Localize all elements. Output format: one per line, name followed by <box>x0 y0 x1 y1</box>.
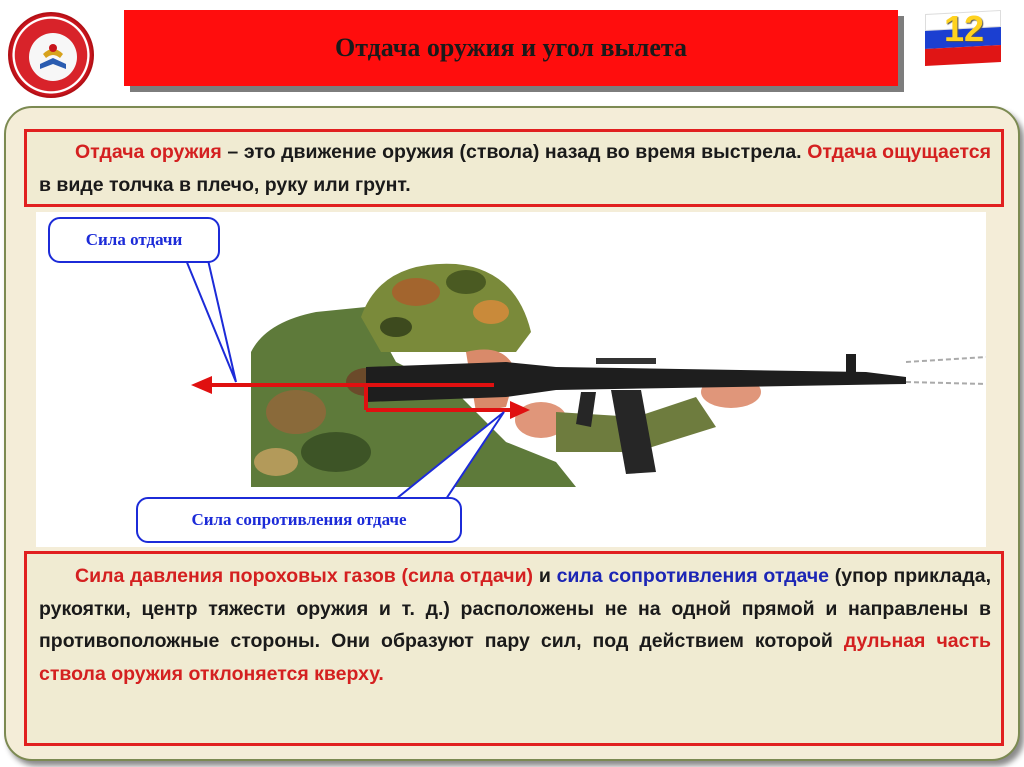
explanation-gas-pressure: Сила давления пороховых газов (сила отдачи) <box>75 565 534 587</box>
callout-resistance-force: Сила сопротивления отдаче <box>136 497 462 543</box>
explanation-conclusion: дульная часть ствола оружия отклоняется кверху. <box>39 630 991 685</box>
definition-term: Отдача оружия <box>75 141 222 163</box>
definition-box <box>24 129 1004 207</box>
definition-text-end: в виде толчка в плечо, руку или грунт. <box>39 174 411 196</box>
callout-recoil-force: Сила отдачи <box>48 217 220 263</box>
explanation-and: и <box>533 565 557 587</box>
page-number: 12 <box>943 8 985 49</box>
definition-text: – это движение оружия (ствола) назад во время выстрела. <box>221 141 808 163</box>
emblem-icon <box>8 12 94 98</box>
explanation-body: (упор приклада, рукоятки, центр тяжести оружия и т. д.) расположены не на одной прямой и направлены в противоположные стороны. Они образуют пару сил, под действием которой <box>39 565 992 653</box>
explanation-box <box>24 551 1004 746</box>
explanation-resistance: сила сопротивления отдаче <box>556 565 830 587</box>
slide-title: Отдача оружия и угол вылета <box>334 33 688 62</box>
definition-highlight: Отдача ощущается <box>807 141 992 163</box>
title-banner <box>124 10 898 86</box>
